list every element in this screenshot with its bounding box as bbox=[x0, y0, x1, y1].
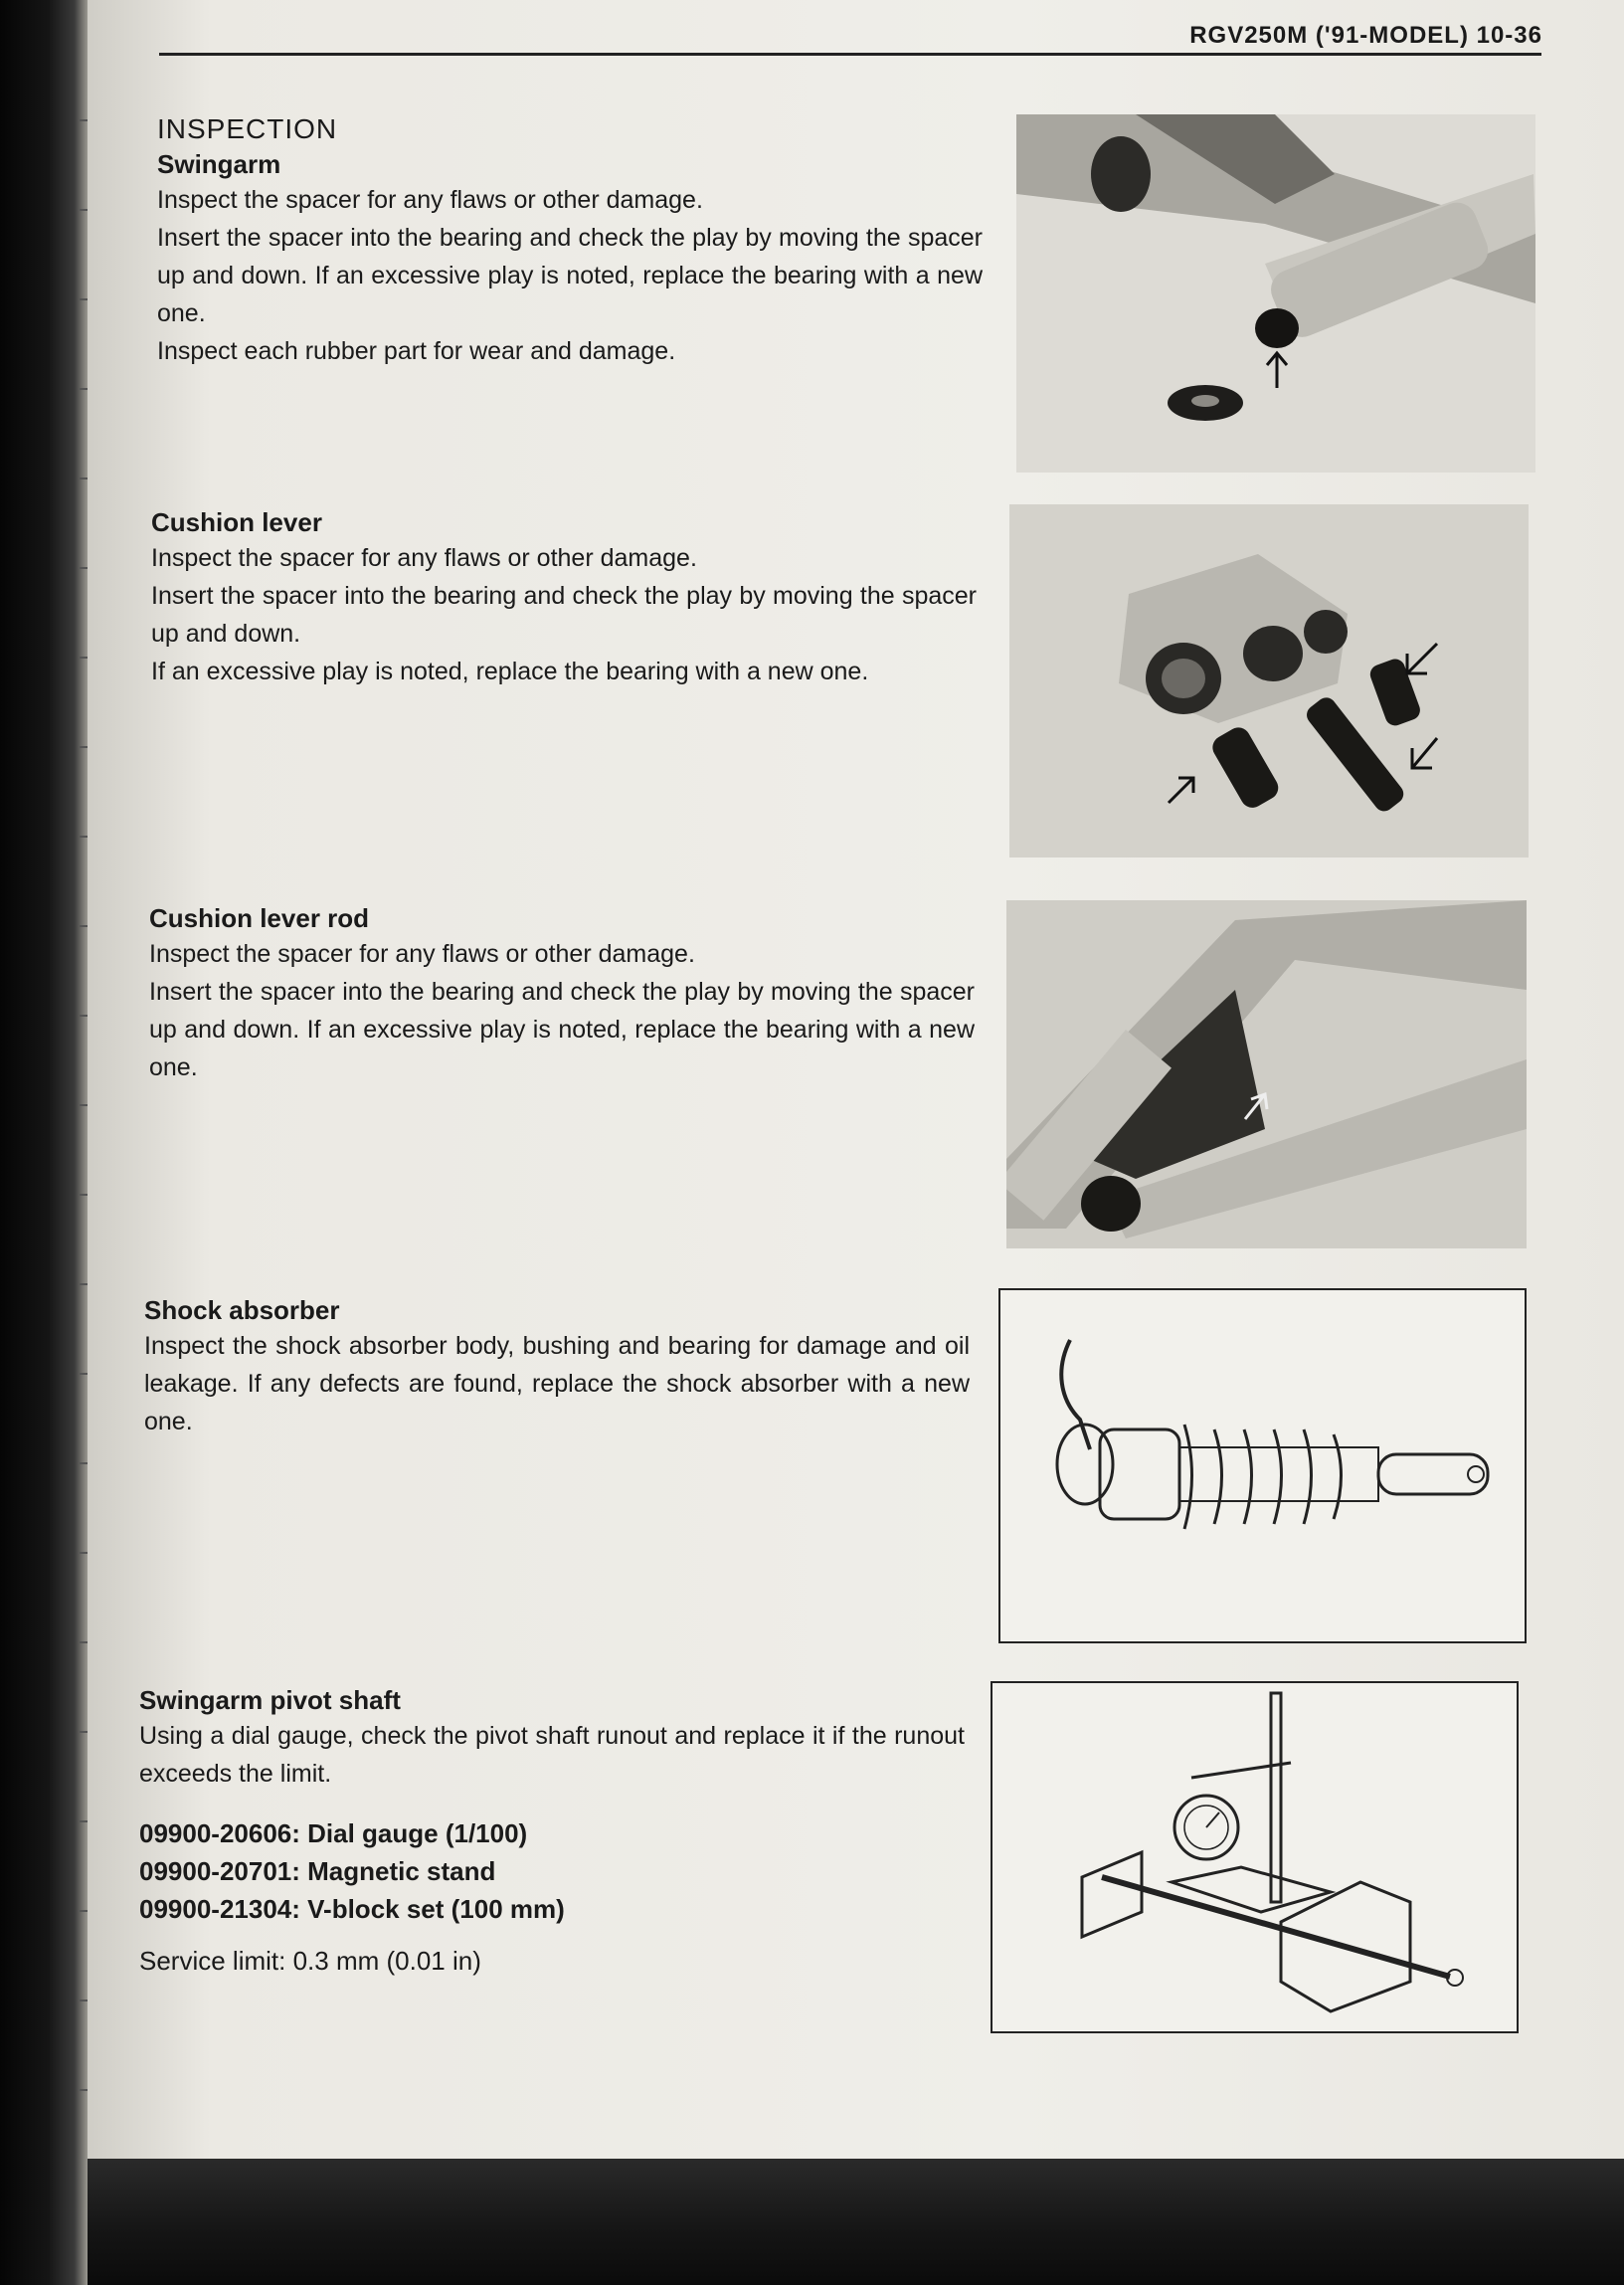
section-cushion-lever bbox=[151, 505, 977, 690]
section-title: Cushion lever bbox=[151, 507, 322, 537]
section-line: Inspect the shock absorber body, bushing and bearing for damage and oil leakage. If any defects are found, replace the shock absorber with a new one. bbox=[144, 1332, 970, 1435]
section-title: Swingarm pivot shaft bbox=[139, 1685, 401, 1715]
header-rule bbox=[159, 53, 1541, 56]
section-line: Inspect the spacer for any flaws or other damage. bbox=[151, 544, 697, 572]
cushion-lever-rod-photo bbox=[1006, 900, 1527, 1248]
scan-shadow bbox=[88, 2159, 1624, 2285]
shock-absorber-drawing bbox=[998, 1288, 1527, 1643]
section-title: Swingarm bbox=[157, 149, 281, 179]
page-header: RGV250M ('91-MODEL) 10-36 bbox=[1189, 22, 1542, 49]
section-line: Using a dial gauge, check the pivot shaft runout and replace it if the runout exceeds the limit. bbox=[139, 1722, 965, 1788]
binding-edge bbox=[0, 0, 88, 2285]
tool-spec: 09900-20701: Magnetic stand bbox=[139, 1856, 496, 1886]
tool-spec: 09900-20606: Dial gauge (1/100) bbox=[139, 1818, 528, 1848]
section-title: Cushion lever rod bbox=[149, 903, 370, 933]
inspection-heading: INSPECTION bbox=[157, 113, 338, 144]
section-line: Inspect the spacer for any flaws or other damage. bbox=[149, 940, 695, 968]
section-line: Insert the spacer into the bearing and check the play by moving the spacer up and down. If an excessive play is noted, replace the bearing with a new one. bbox=[157, 224, 983, 327]
pivot-shaft-drawing bbox=[991, 1681, 1519, 2033]
section-swingarm bbox=[157, 111, 983, 370]
tool-spec: 09900-21304: V-block set (100 mm) bbox=[139, 1894, 565, 1924]
section-line: If an excessive play is noted, replace the bearing with a new one. bbox=[151, 658, 869, 685]
section-line: Inspect each rubber part for wear and damage. bbox=[157, 337, 676, 365]
swingarm-photo bbox=[1016, 114, 1535, 473]
section-cushion-lever-rod bbox=[149, 901, 975, 1086]
section-line: Insert the spacer into the bearing and check the play by moving the spacer up and down. If an excessive play is noted, replace the bearing with a new one. bbox=[149, 978, 975, 1081]
section-title: Shock absorber bbox=[144, 1295, 340, 1325]
section-shock-absorber bbox=[144, 1293, 970, 1440]
service-limit: Service limit: 0.3 mm (0.01 in) bbox=[139, 1946, 481, 1976]
section-line: Inspect the spacer for any flaws or other damage. bbox=[157, 186, 703, 214]
cushion-lever-photo bbox=[1009, 504, 1529, 857]
section-pivot-shaft bbox=[139, 1683, 965, 1980]
section-line: Insert the spacer into the bearing and check the play by moving the spacer up and down. bbox=[151, 582, 977, 648]
